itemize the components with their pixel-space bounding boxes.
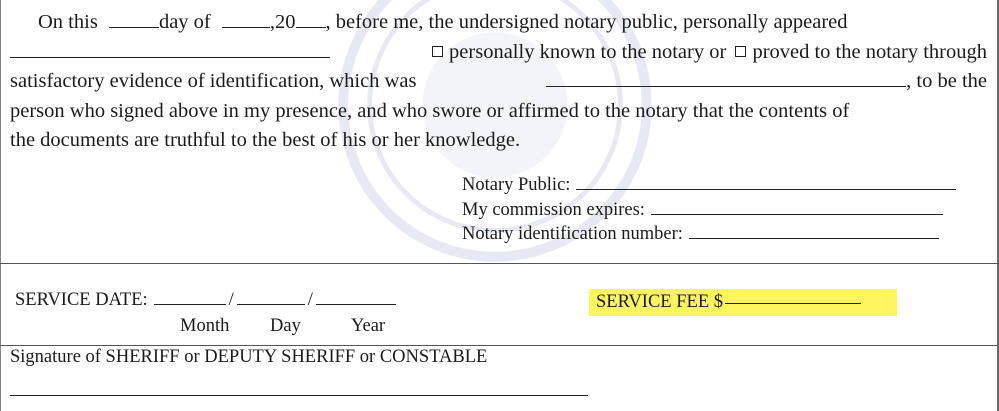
identification-blank[interactable] <box>546 85 906 87</box>
proved-checkbox[interactable] <box>735 46 746 57</box>
service-fee-field: SERVICE FEE $ <box>589 289 897 316</box>
notary-line-2: personally known to the notary or proved to the notary through <box>10 38 987 68</box>
service-year-field[interactable] <box>316 303 396 305</box>
sheriff-signature-line[interactable] <box>10 395 588 396</box>
day-blank[interactable] <box>109 26 159 28</box>
notary-public-row: Notary Public: <box>462 173 956 198</box>
date-separator: / <box>228 290 234 310</box>
commission-expires-row: My commission expires: <box>462 198 956 223</box>
month-blank[interactable] <box>222 26 270 28</box>
sheriff-signature-label: Signature of SHERIFF or DEPUTY SHERIFF or CONSTABLE <box>10 347 488 367</box>
notary-id-row: Notary identification number: <box>462 222 956 247</box>
service-date-label: SERVICE DATE: <box>15 290 148 310</box>
form-border-left <box>0 0 1 411</box>
signer-name-blank[interactable] <box>10 56 330 58</box>
notary-public-signature-line[interactable] <box>576 188 956 190</box>
notary-line-1: On this day of ,20 , before me, the undersigned notary public, personally appeared <box>38 11 848 33</box>
notary-line-3: satisfactory evidence of identification, which was , to be the <box>10 70 987 92</box>
date-separator: / <box>307 290 313 310</box>
day-label: Day <box>270 316 301 336</box>
notary-id-line[interactable] <box>689 237 939 239</box>
personally-known-checkbox[interactable] <box>432 46 443 57</box>
year-blank[interactable] <box>296 26 326 28</box>
notary-line-5: the documents are truthful to the best of his or her knowledge. <box>10 129 521 151</box>
service-day-field[interactable] <box>237 303 305 305</box>
service-date-row <box>15 290 396 311</box>
section-divider-top <box>0 263 999 264</box>
notary-line-4: person who signed above in my presence, and who swore or affirmed to the notary that the contents of <box>10 99 850 122</box>
year-label: Year <box>351 316 386 336</box>
notary-acknowledgment-text <box>10 8 987 156</box>
notary-signature-block <box>462 173 956 247</box>
service-month-field[interactable] <box>154 303 226 305</box>
month-label: Month <box>180 316 230 336</box>
service-fee-amount-line[interactable] <box>725 302 861 304</box>
commission-expires-line[interactable] <box>651 213 943 215</box>
